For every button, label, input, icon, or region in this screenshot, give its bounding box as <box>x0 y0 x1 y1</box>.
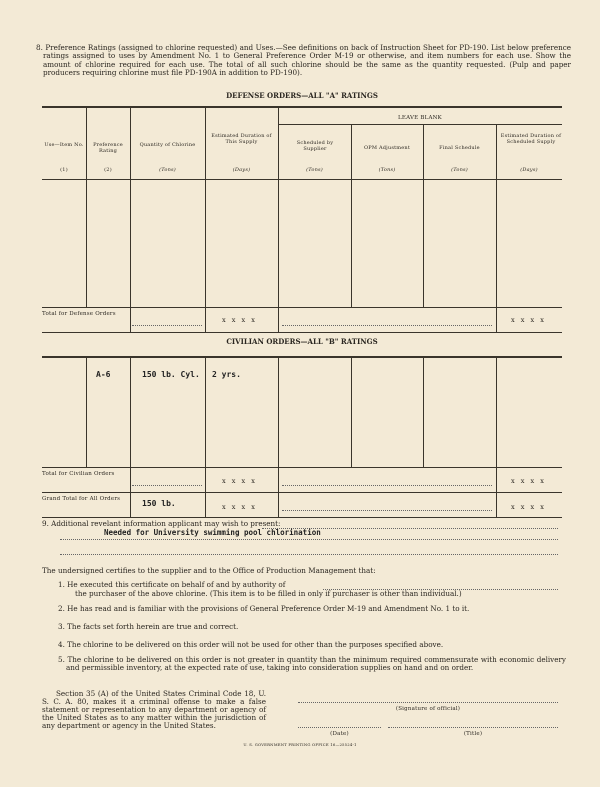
legal-notice: Section 35 (A) of the United States Criminal Code 18, U. S. C. A. 80, makes it a criminal offense to make a false statement or representation to any department or agency of the United States as to any matter within the jurisdiction of any department or agency in the United States. <box>42 689 266 730</box>
grand-total-value[interactable]: 150 lb. <box>142 499 176 508</box>
civilian-duration[interactable]: 2 yrs. <box>212 370 241 379</box>
section9-label: 9. Additional revelant information applicant may wish to present: <box>42 519 281 528</box>
col-opm: OPM Adjustment <box>363 145 411 151</box>
cert-intro: The undersigned certifies to the supplier and to the Office of Production Management that: <box>42 566 376 575</box>
civilian-title: CIVILIAN ORDERS—ALL "B" RATINGS <box>226 337 378 346</box>
cert-item-1: 1. He executed this certificate on behalf of and by authority of <box>58 580 286 589</box>
date-label: (Date) <box>330 731 349 737</box>
col-final: Final Schedule <box>439 145 480 151</box>
cert-item-4: 4. The chlorine to be delivered on this order will not be used for other than the purposes specified above. <box>58 640 444 649</box>
civilian-quantity[interactable]: 150 lb. Cyl. <box>142 370 200 379</box>
civilian-total-xxxx: x x x x <box>222 477 257 485</box>
defense-title: DEFENSE ORDERS—ALL "A" RATINGS <box>226 91 378 100</box>
section8-heading: 8. Preference Ratings (assigned to chlorine requested) and Uses.—See definitions on back of Instruction Sheet for PD-190. List below preference ratings assigned to uses by Amendment No. 1 to General Preference Order M-19 or otherwise, and item numbers for each use. Show the amount of chlorine required for each use. The total of all such chlorine should be the same as the quantity requested. (Pulp and paper producers requiring chlorine must file PD-190A in addition to PD-190). <box>36 43 571 77</box>
unit-3: (Tons) <box>159 167 176 173</box>
cert-item-1-cont: the purchaser of the above chlorine. (This item is to be filled in only if purchaser is other than individual.) <box>75 589 462 598</box>
grand-total-xxxx: x x x x <box>222 503 257 511</box>
cert-item-5: 5. The chlorine to be delivered on this order is not greater in quantity than the minimum required commensurate with economic delivery and permissible inventory, at the expected rate of use, taking into consideration supplies on hand and on order. <box>58 655 566 673</box>
col-preference-rating: Preference Rating <box>93 142 123 154</box>
civilian-rating[interactable]: A-6 <box>96 370 111 379</box>
unit-2: (2) <box>104 167 112 173</box>
cert-item-3: 3. The facts set forth herein are true and correct. <box>58 622 239 631</box>
grand-total-label: Grand Total for All Orders <box>42 496 121 502</box>
unit-4: (Days) <box>232 167 251 173</box>
unit-1: (1) <box>60 167 68 173</box>
total-defense-label: Total for Defense Orders <box>42 311 116 317</box>
unit-8: (Days) <box>520 167 538 173</box>
signature-label: (Signature of official) <box>395 706 461 712</box>
col-duration-scheduled: Estimated Duration of Scheduled Supply <box>500 133 562 145</box>
cert-item-2: 2. He has read and is familiar with the provisions of General Preference Order M-19 and Amendment No. 1 to it. <box>58 604 470 613</box>
col-scheduled: Scheduled by Supplier <box>296 140 334 152</box>
civilian-duration-xxxx: x x x x <box>511 477 546 485</box>
col-use-item: Use—Item No. <box>44 142 84 148</box>
unit-6: (Tons) <box>378 167 396 173</box>
leave-blank-label: LEAVE BLANK <box>398 115 442 121</box>
unit-7: (Tons) <box>451 167 468 173</box>
col-estimated-duration: Estimated Duration of This Supply <box>211 133 272 145</box>
printing-office-footer: U. S. GOVERNMENT PRINTING OFFICE 16—25524-1 <box>243 742 357 747</box>
section9-value[interactable]: Needed for University swimming pool chlorination <box>104 528 321 537</box>
defense-duration-xxxx: x x x x <box>511 316 546 324</box>
grand-total-duration-xxxx: x x x x <box>511 503 546 511</box>
col-quantity: Quantity of Chlorine <box>139 142 196 148</box>
defense-total-xxxx: x x x x <box>222 316 257 324</box>
title-label: (Title) <box>463 731 483 737</box>
total-civilian-label: Total for Civilian Orders <box>42 471 115 477</box>
unit-5: (Tons) <box>306 167 323 173</box>
